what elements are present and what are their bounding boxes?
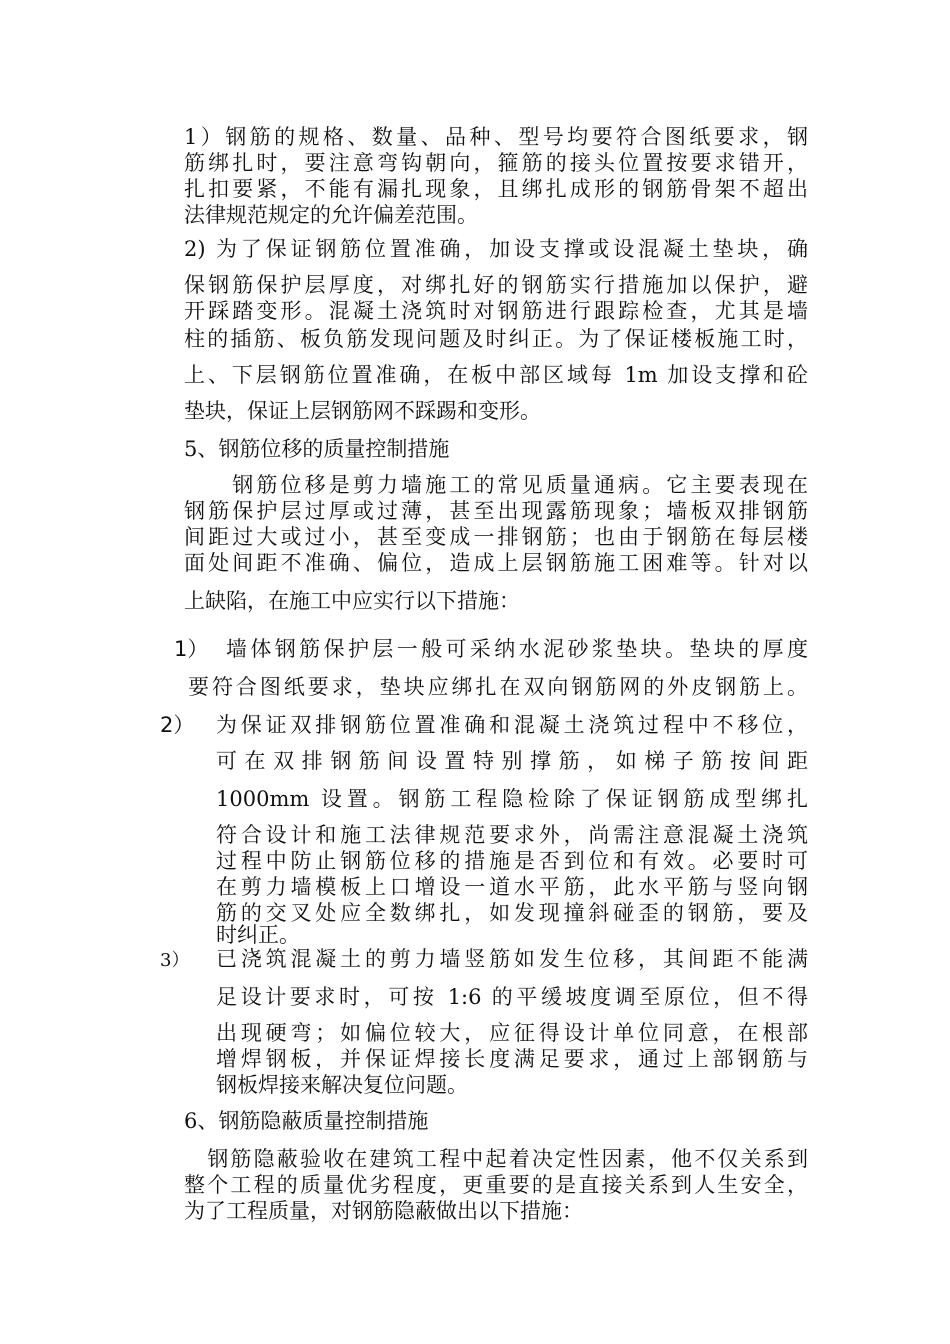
text-line: 1000mm 设置。钢筋工程隐检除了保证钢筋成型绑扎 <box>216 787 808 811</box>
text-line: 足设计要求时，可按 1:6 的平缓坡度调至原位，但不得 <box>216 985 808 1009</box>
text-line: 筋的交叉处应全数绑扎，如发现撞斜碰歪的钢筋，要及 <box>216 901 808 925</box>
text-line: 钢筋隐蔽验收在建筑工程中起着决定性因素，他不仅关系到 <box>184 1147 808 1171</box>
text-line: 上、下层钢筋位置准确，在板中部区域每 1m 加设支撑和砼 <box>184 363 808 387</box>
section-heading-5: 5、钢筋位移的质量控制措施 <box>184 437 450 461</box>
text-line: 2) 为了保证钢筋位置准确，加设支撑或设混凝土垫块，确 <box>184 237 808 261</box>
text-line: 整个工程的质量优劣程度，更重要的是直接关系到人生安全， <box>184 1173 808 1197</box>
text-line: 要符合图纸要求，垫块应绑扎在双向钢筋网的外皮钢筋上。 <box>188 675 808 699</box>
text-line: 可在双排钢筋间设置特别撑筋，如梯子筋按间距 <box>216 749 808 773</box>
text-line: 柱的插筋、板负筋发现问题及时纠正。为了保证楼板施工时， <box>184 327 808 351</box>
text-line: 为保证双排钢筋位置准确和混凝土浇筑过程中不移位， <box>216 713 808 737</box>
text-line: 为了工程质量，对钢筋隐蔽做出以下措施： <box>184 1199 583 1223</box>
list-number: 2） <box>160 713 195 737</box>
text-line: 间距过大或过小，甚至变成一排钢筋；也由于钢筋在每层楼 <box>184 525 808 549</box>
text-line: 上缺陷，在施工中应实行以下措施： <box>184 589 520 613</box>
text-line: 保钢筋保护层厚度，对绑扎好的钢筋实行措施加以保护，避 <box>184 273 808 297</box>
text-line: 钢筋保护层过厚或过薄，甚至出现露筋现象；墙板双排钢筋 <box>184 499 808 523</box>
text-line: 时纠正。 <box>216 923 300 947</box>
text-line: 过程中防止钢筋位移的措施是否到位和有效。必要时可 <box>216 849 808 873</box>
text-line: 面处间距不准确、偏位，造成上层钢筋施工困难等。针对以 <box>184 551 808 575</box>
text-line: 开踩踏变形。混凝土浇筑时对钢筋进行跟踪检查，尤其是墙 <box>184 299 808 323</box>
text-line: 符合设计和施工法律规范要求外，尚需注意混凝土浇筑 <box>216 823 808 847</box>
text-line: 在剪力墙模板上口增设一道水平筋，此水平筋与竖向钢 <box>216 875 808 899</box>
text-line: 增焊钢板，并保证焊接长度满足要求，通过上部钢筋与 <box>216 1047 808 1071</box>
text-line: 已浇筑混凝土的剪力墙竖筋如发生位移，其间距不能满 <box>216 947 808 971</box>
text-line: 筋绑扎时，要注意弯钩朝向，箍筋的接头位置按要求错开， <box>184 151 808 175</box>
section-heading-6: 6、钢筋隐蔽质量控制措施 <box>184 1109 429 1133</box>
text-line: 出现硬弯；如偏位较大，应征得设计单位同意，在根部 <box>216 1021 808 1045</box>
list-number: 3） <box>160 950 190 971</box>
text-line: 扎扣要紧，不能有漏扎现象，且绑扎成形的钢筋骨架不超出 <box>184 177 808 201</box>
text-line: 垫块，保证上层钢筋网不踩踢和变形。 <box>184 399 541 423</box>
text-line: 1）钢筋的规格、数量、品种、型号均要符合图纸要求，钢 <box>184 125 808 149</box>
text-line: 法律规范规定的允许偏差范围。 <box>184 203 478 227</box>
text-line: 钢板焊接来解决复位问题。 <box>216 1073 468 1097</box>
text-line: 墙体钢筋保护层一般可采纳水泥砂浆垫块。垫块的厚度 <box>226 637 808 661</box>
text-line: 钢筋位移是剪力墙施工的常见质量通病。它主要表现在 <box>184 473 808 497</box>
list-number: 1） <box>174 637 209 661</box>
